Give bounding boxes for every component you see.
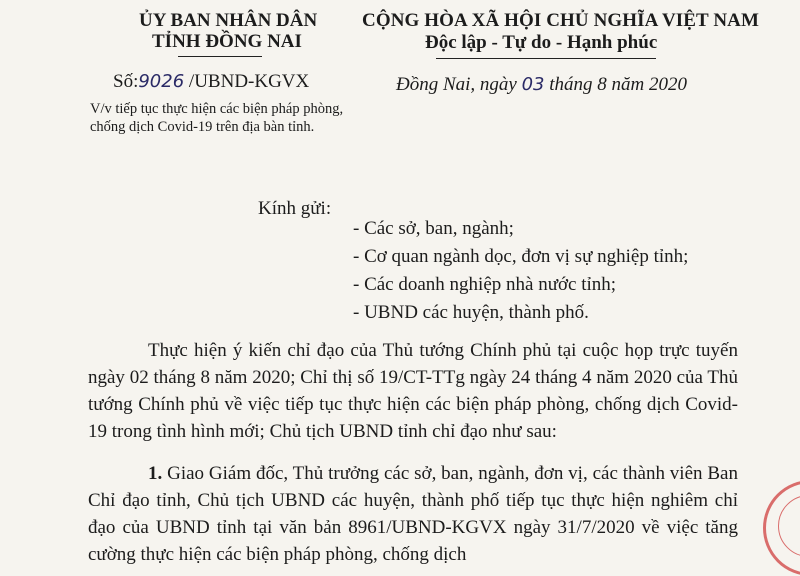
greeting: Kính gửi: [258, 198, 332, 219]
subject-line: V/v tiếp tục thực hiện các biện pháp phòng, chống dịch Covid-19 trên địa bàn tỉnh. [90, 101, 344, 135]
issuer-name-line1: ỦY BAN NHÂN DÂN [139, 10, 318, 31]
seal-inner-ring [778, 495, 800, 557]
national-title: CỘNG HÒA XÃ HỘI CHỦ NGHĨA VIỆT NAM [362, 10, 759, 31]
date-suffix: tháng 8 năm 2020 [544, 74, 688, 95]
date-prefix: Đồng Nai, ngày [396, 74, 522, 95]
issuer-underline [178, 56, 262, 57]
recipient-list [353, 215, 688, 327]
motto-underline [436, 58, 656, 59]
paragraph-text: Giao Giám đốc, Thủ trưởng các sở, ban, ngành, đơn vị, các thành viên Ban Chỉ đạo tỉnh, Chủ tịch UBND các huyện, thành phố tiếp tục thực hiện nghiêm chỉ đạo của UBND tỉnh tại văn bản 8961/UBND-KGVX ngày 31/7/2020 về việc tăng cường thực hiện các biện pháp phòng, chống dịch [88, 463, 738, 565]
body-paragraph-intro: Thực hiện ý kiến chỉ đạo của Thủ tướng Chính phủ tại cuộc họp trực tuyến ngày 02 tháng 8 năm 2020; Chỉ thị số 19/CT-TTg ngày 24 tháng 4 năm 2020 của Thủ tướng Chính phủ về việc tiếp tục thực hiện các biện pháp phòng, chống dịch Covid-19 trong tình hình mới; Chủ tịch UBND tỉnh chỉ đạo như sau: [88, 340, 738, 442]
doc-number-handwritten: 9026 [138, 71, 185, 92]
recipient-item: - Các sở, ban, ngành; [353, 218, 514, 239]
doc-number-suffix: /UBND-KGVX [184, 71, 310, 92]
paragraph-number: 1. [148, 463, 163, 484]
body-paragraph-1 [88, 460, 738, 568]
recipient-item: - UBND các huyện, thành phố. [353, 302, 589, 323]
issuer-name-line2: TỈNH ĐỒNG NAI [152, 31, 302, 52]
date-day-handwritten: 03 [521, 74, 545, 95]
official-seal-stamp [763, 480, 800, 576]
recipient-item: - Cơ quan ngành dọc, đơn vị sự nghiệp tỉnh; [353, 246, 689, 267]
issue-date [396, 74, 687, 96]
recipient-item: - Các doanh nghiệp nhà nước tỉnh; [353, 274, 617, 295]
doc-number-prefix: Số: [113, 71, 139, 92]
national-motto: Độc lập - Tự do - Hạnh phúc [425, 32, 658, 53]
document-number [113, 71, 309, 93]
